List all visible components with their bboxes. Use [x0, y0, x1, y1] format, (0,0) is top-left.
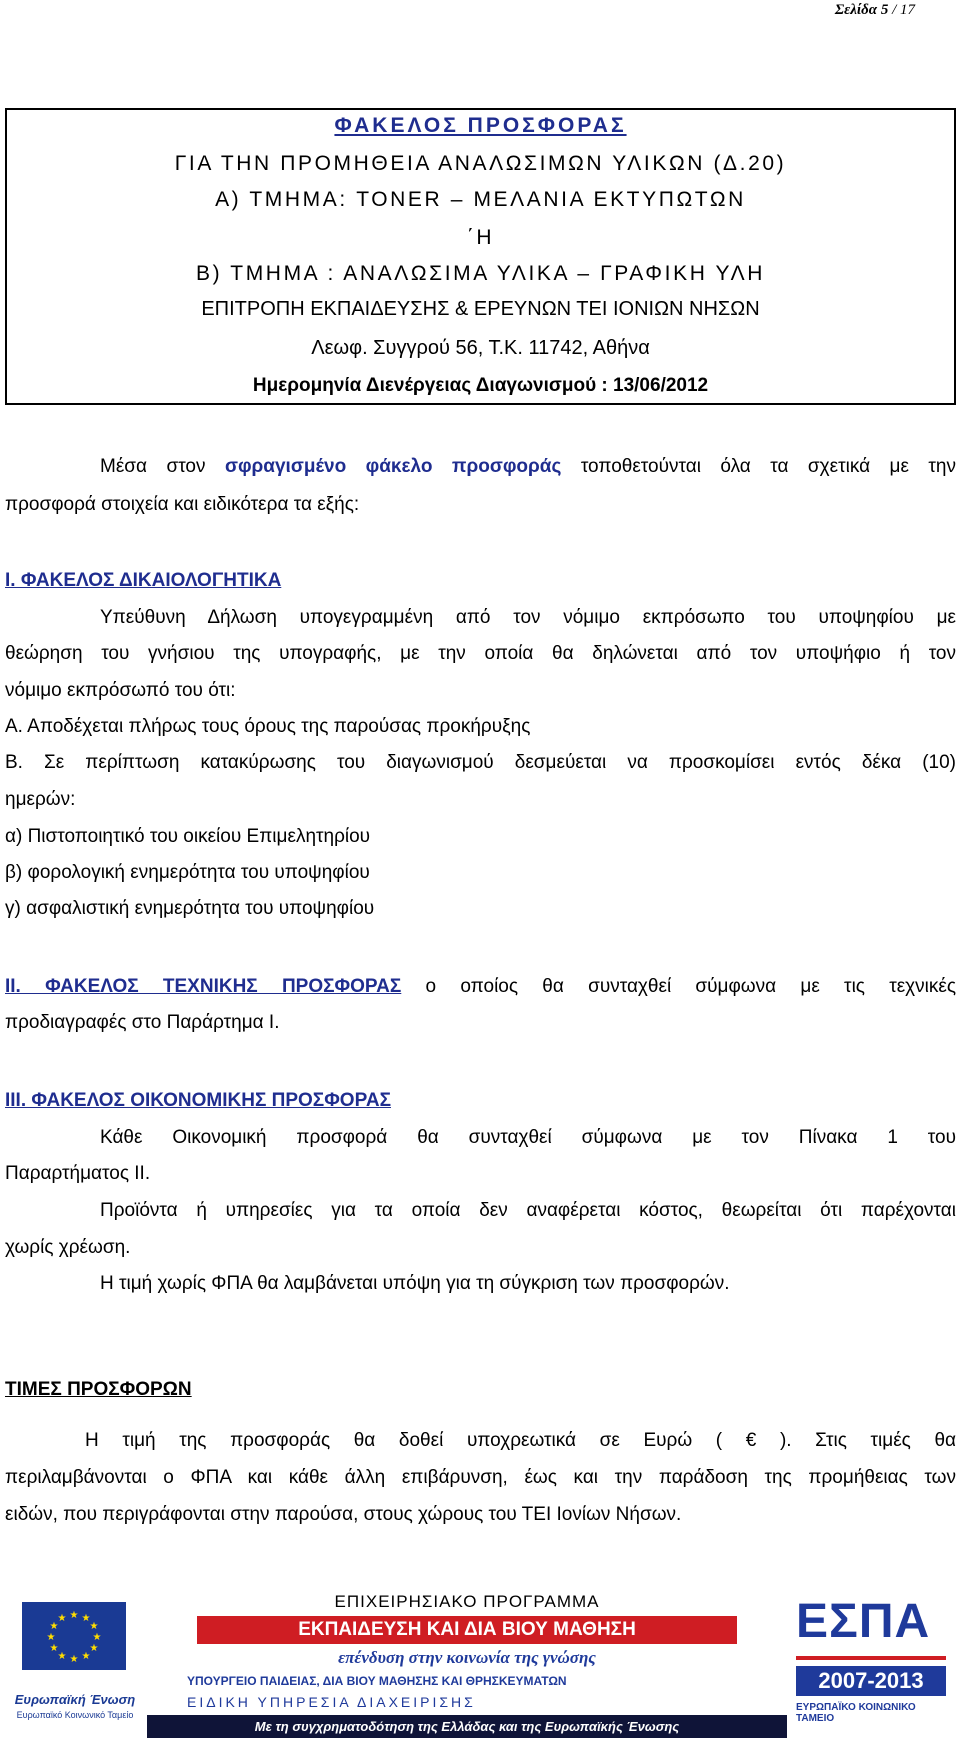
page-number	[835, 2, 915, 19]
intro-text-before: Μέσα στον	[100, 456, 225, 477]
section1-para-line1-text: Υπεύθυνη Δήλωση υπογεγραμμένη από τον νόμιμο εκπρόσωπο του υποψηφίου με	[100, 607, 956, 628]
section1-para-line1	[5, 607, 956, 629]
svg-text:★: ★	[89, 1621, 99, 1632]
footer-logos	[0, 1590, 960, 1738]
svg-text:★: ★	[49, 1643, 59, 1654]
program-service: ΕΙΔΙΚΗ ΥΠΗΡΕΣΙΑ ΔΙΑΧΕΙΡΙΣΗΣ	[187, 1694, 476, 1710]
prices-line1-text: Η τιμή της προσφοράς θα δοθεί υποχρεωτικά σε Ευρώ ( € ). Στις τιμές θα	[85, 1430, 956, 1451]
section1-item-b-line1	[5, 752, 956, 774]
header-lot-b: Β) ΤΜΗΜΑ : ΑΝΑΛΩΣΙΜΑ ΥΛΙΚΑ – ΓΡΑΦΙΚΗ ΥΛΗ	[196, 262, 765, 285]
prices-line2-text: περιλαμβάνονται ο ΦΠΑ και κάθε άλλη επιβάρυνση, έως και την παράδοση της προμήθειας των	[5, 1467, 956, 1488]
prices-line1	[5, 1430, 956, 1452]
header-or: ΄Η	[466, 226, 495, 249]
page-total: 17	[900, 2, 915, 18]
section3-p3: Η τιμή χωρίς ΦΠΑ θα λαμβάνεται υπόψη για τη σύγκριση των προσφορών.	[100, 1273, 730, 1294]
eu-subcaption: Ευρωπαϊκό Κοινωνικό Ταμείο	[16, 1710, 134, 1720]
program-slogan: επένδυση στην κοινωνία της γνώσης	[338, 1648, 596, 1667]
svg-text:★: ★	[81, 1613, 91, 1624]
prices-line3: ειδών, που περιγράφονται στην παρούσα, στους χώρους του ΤΕΙ Ιονίων Νήσων.	[5, 1504, 682, 1525]
section1-sub-a: α) Πιστοποιητικό του οικείου Επιμελητηρίου	[5, 826, 371, 847]
header-box	[5, 108, 956, 405]
svg-text:★: ★	[69, 1654, 79, 1665]
page-separator: /	[888, 2, 900, 18]
header-address: Λεωφ. Συγγρού 56, Τ.Κ. 11742, Αθήνα	[311, 337, 650, 359]
svg-text:★: ★	[57, 1613, 67, 1624]
section2-text-after: ο οποίος θα συνταχθεί σύμφωνα με τις τεχνικές	[401, 976, 956, 997]
section1-heading: Ι. ΦΑΚΕΛΟΣ ΔΙΚΑΙΟΛΟΓΗΤΙΚΑ	[5, 570, 282, 591]
intro-line-2: προσφορά στοιχεία και ειδικότερα τα εξής:	[5, 494, 360, 515]
espa-bar	[796, 1656, 946, 1660]
eu-caption: Ευρωπαϊκή Ένωση	[14, 1692, 136, 1707]
espa-logo	[790, 1590, 960, 1738]
espa-years: 2007-2013	[796, 1666, 946, 1696]
section1-item-a: Α. Αποδέχεται πλήρως τους όρους της παρούσας προκήρυξης	[5, 716, 531, 737]
svg-text:★: ★	[69, 1610, 79, 1621]
section1-sub-c: γ) ασφαλιστική ενημερότητα του υποψηφίου	[5, 898, 375, 919]
header-lot-a: Α) ΤΜΗΜΑ: TONER – ΜΕΛΑΝΙΑ ΕΚΤΥΠΩΤΩΝ	[215, 188, 746, 211]
program-logo	[147, 1590, 787, 1738]
espa-wordmark: ΕΣΠΑ	[796, 1595, 931, 1648]
program-cofinance: Με τη συγχρηματοδότηση της Ελλάδας και της Ευρωπαϊκής Ένωσης	[147, 1715, 787, 1738]
eu-flag-icon	[22, 1602, 126, 1670]
section1-para-line3: νόμιμο εκπρόσωπό του ότι:	[5, 680, 236, 701]
header-subject: ΓΙΑ ΤΗΝ ΠΡΟΜΗΘΕΙΑ ΑΝΑΛΩΣΙΜΩΝ ΥΛΙΚΩΝ (Δ.20)	[174, 152, 787, 175]
section2-line1	[5, 976, 956, 998]
section2-line2: προδιαγραφές στο Παράρτημα Ι.	[5, 1012, 280, 1033]
svg-text:★: ★	[92, 1632, 102, 1643]
section3-p2-line2: χωρίς χρέωση.	[5, 1237, 131, 1258]
section3-heading: ΙΙΙ. ΦΑΚΕΛΟΣ ΟΙΚΟΝΟΜΙΚΗΣ ΠΡΟΣΦΟΡΑΣ	[5, 1090, 391, 1111]
section3-p2-line1-text: Προϊόντα ή υπηρεσίες για τα οποία δεν αναφέρεται κόστος, θεωρείται ότι παρέχονται	[100, 1200, 956, 1221]
section1-sub-b: β) φορολογική ενημερότητα του υποψηφίου	[5, 862, 370, 883]
svg-text:★: ★	[81, 1651, 91, 1662]
program-banner: ΕΚΠΑΙΔΕΥΣΗ ΚΑΙ ΔΙΑ ΒΙΟΥ ΜΑΘΗΣΗ	[197, 1616, 737, 1644]
espa-fund: ΕΥΡΩΠΑΪΚΟ ΚΟΙΝΩΝΙΚΟ ΤΑΜΕΙΟ	[796, 1702, 916, 1724]
eu-stars-icon	[22, 1602, 126, 1670]
section3-p1-line1-text: Κάθε Οικονομική προσφορά θα συνταχθεί σύμφωνα με τον Πίνακα 1 του	[100, 1127, 956, 1148]
header-committee: ΕΠΙΤΡΟΠΗ ΕΚΠΑΙΔΕΥΣΗΣ & ΕΡΕΥΝΩΝ ΤΕΙ ΙΟΝΙΩΝ ΝΗΣΩΝ	[201, 298, 760, 320]
svg-text:★: ★	[46, 1632, 56, 1643]
section3-p1-line1	[5, 1127, 956, 1149]
svg-text:★: ★	[89, 1643, 99, 1654]
page-label: Σελίδα	[834, 2, 878, 18]
svg-text:★: ★	[49, 1621, 59, 1632]
prices-heading: ΤΙΜΕΣ ΠΡΟΣΦΟΡΩΝ	[5, 1379, 192, 1400]
section3-p1-line2: Παραρτήματος ΙΙ.	[5, 1163, 151, 1184]
svg-text:★: ★	[57, 1651, 67, 1662]
section2-heading: ΙΙ. ΦΑΚΕΛΟΣ ΤΕΧΝΙΚΗΣ ΠΡΟΣΦΟΡΑΣ	[5, 976, 402, 997]
section1-item-b-line2: ημερών:	[5, 789, 76, 810]
program-ministry: ΥΠΟΥΡΓΕΙΟ ΠΑΙΔΕΙΑΣ, ΔΙΑ ΒΙΟΥ ΜΑΘΗΣΗΣ ΚΑΙ ΘΡΗΣΚΕΥΜΑΤΩΝ	[187, 1674, 567, 1688]
section1-para-line2	[5, 643, 956, 665]
eu-logo	[5, 1590, 145, 1738]
section1-para-line2-text: θεώρηση του γνήσιου της υπογραφής, με την οποία θα δηλώνεται από τον υποψήφιο ή τον	[5, 643, 956, 664]
header-date: Ημερομηνία Διενέργειας Διαγωνισμού : 13/06/2012	[252, 375, 709, 396]
header-title: ΦΑΚΕΛΟΣ ΠΡΟΣΦΟΡΑΣ	[334, 114, 627, 137]
page-current: 5	[880, 2, 889, 18]
intro-text-after: τοποθετούνται όλα τα σχετικά με την	[561, 456, 956, 477]
prices-line2	[5, 1467, 956, 1489]
program-title: ΕΠΙΧΕΙΡΗΣΙΑΚΟ ΠΡΟΓΡΑΜΜΑ	[334, 1592, 600, 1611]
intro-highlight: σφραγισμένο φάκελο προσφοράς	[224, 456, 562, 477]
section3-p2-line1	[5, 1200, 956, 1222]
section1-item-b-line1-text: Β. Σε περίπτωση κατακύρωσης του διαγωνισμού δεσμεύεται να προσκομίσει εντός δέκα (10)	[5, 752, 956, 773]
intro-line-1	[5, 456, 956, 478]
